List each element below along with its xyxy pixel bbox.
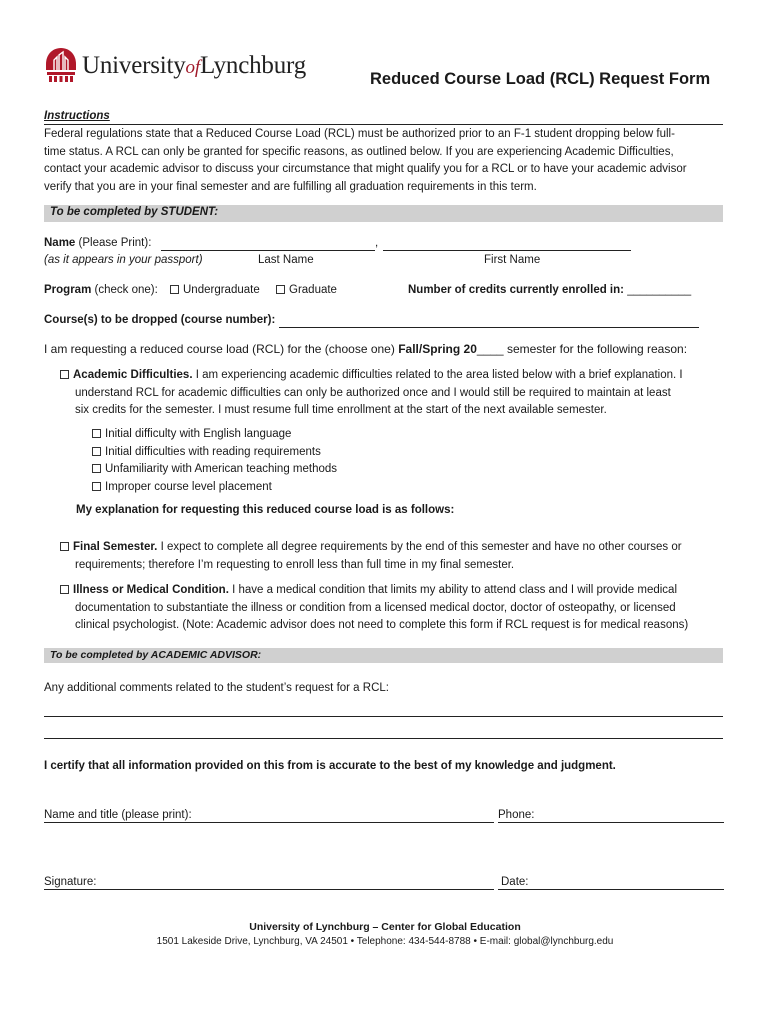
- program-label: Program: [44, 284, 92, 296]
- medical-text: I have a medical condition that limits my ability to attend class and I will provide medical: [232, 584, 677, 596]
- first-name-caption: First Name: [484, 254, 541, 266]
- final-semester-checkbox[interactable]: [60, 542, 69, 551]
- instructions-body: [44, 126, 734, 196]
- academic-difficulties-text: six credits for the semester. I must resume full time enrollment at the start of the next available semester.: [75, 404, 607, 416]
- name-label: Name: [44, 237, 76, 249]
- name-row: [44, 237, 151, 249]
- final-semester-text: requirements; therefore I’m requesting to enroll less than full time in my final semester.: [75, 558, 515, 571]
- phone-field[interactable]: [498, 822, 724, 823]
- explanation-label: My explanation for requesting this reduced course load is as follows:: [76, 504, 455, 516]
- medical-title: Illness or Medical Condition.: [73, 584, 229, 596]
- student-section-label: To be completed by STUDENT:: [50, 206, 219, 218]
- instructions-line: verify that you are in your final semester and are fulfilling all graduation requirements in this term.: [44, 180, 537, 193]
- date-label: Date:: [501, 876, 529, 888]
- request-text-after: semester for the following reason:: [506, 342, 688, 356]
- placement-checkbox[interactable]: [92, 482, 101, 491]
- final-semester-text: I expect to complete all degree requirements by the end of this semester and have no other courses or: [160, 541, 682, 553]
- reading-checkbox[interactable]: [92, 447, 101, 456]
- placement-label: Improper course level placement: [105, 480, 272, 493]
- academic-option-teaching[interactable]: [92, 461, 492, 479]
- signature-label: Signature:: [44, 876, 97, 888]
- credits-row: [408, 284, 691, 296]
- courses-field[interactable]: [279, 327, 699, 328]
- medical-checkbox[interactable]: [60, 585, 69, 594]
- university-logo: [44, 44, 334, 88]
- academic-difficulties-text: understand RCL for academic difficulties can only be authorized once and I would still be required to maintain at least: [75, 386, 671, 399]
- teaching-checkbox[interactable]: [92, 464, 101, 473]
- program-option-undergraduate[interactable]: [170, 284, 260, 296]
- program-hint: (check one):: [94, 284, 158, 296]
- academic-option-reading[interactable]: [92, 444, 492, 462]
- logo-text-lynchburg: Lynchburg: [199, 52, 306, 79]
- graduate-label: Graduate: [289, 284, 337, 296]
- logo-text-university: University: [82, 52, 186, 79]
- logo-text-of: of: [185, 57, 200, 78]
- academic-difficulties-text: I am experiencing academic difficulties related to the area listed below with a brief explanation. I: [195, 369, 683, 381]
- date-field[interactable]: [498, 889, 724, 890]
- signature-field[interactable]: [44, 889, 494, 890]
- medical-text: clinical psychologist. (Note: Academic advisor does not need to complete this form if RCL request is for medical reasons): [75, 619, 689, 631]
- instructions-line: contact your academic advisor to discuss your circumstance that might qualify you for a RCL or to have your academic advisor: [44, 163, 687, 175]
- graduate-checkbox[interactable]: [276, 285, 285, 294]
- instructions-line: Federal regulations state that a Reduced Course Load (RCL) must be authorized prior to an F-1 student dropping below full-: [44, 128, 675, 140]
- academic-difficulties-block: [60, 367, 730, 420]
- student-section-bar: [44, 205, 723, 222]
- comments-field-line-1[interactable]: [44, 716, 723, 717]
- request-year-field[interactable]: ____: [476, 342, 504, 356]
- instructions-heading: Instructions: [44, 110, 110, 122]
- english-label: Initial difficulty with English language: [105, 428, 292, 440]
- academic-option-english[interactable]: [92, 426, 492, 444]
- request-term: Fall/Spring 20: [398, 342, 477, 356]
- university-seal-icon: [44, 46, 78, 86]
- medical-block: [60, 582, 730, 635]
- footer-org: University of Lynchburg – Center for Global Education: [249, 921, 521, 933]
- certify-text: I certify that all information provided on this from is accurate to the best of my knowledge and judgment.: [44, 760, 616, 772]
- advisor-section-label: To be completed by ACADEMIC ADVISOR:: [50, 649, 262, 661]
- program-row: [44, 284, 158, 296]
- name-title-field[interactable]: [44, 822, 494, 823]
- comments-label: Any additional comments related to the student’s request for a RCL:: [44, 682, 389, 694]
- academic-option-placement[interactable]: [92, 479, 492, 497]
- final-semester-block: [60, 539, 730, 574]
- phone-label: Phone:: [498, 809, 535, 821]
- academic-difficulties-title: Academic Difficulties.: [73, 369, 193, 381]
- academic-difficulties-checkbox[interactable]: [60, 370, 69, 379]
- undergraduate-label: Undergraduate: [183, 284, 260, 296]
- request-line: [44, 342, 687, 356]
- final-semester-title: Final Semester.: [73, 541, 158, 553]
- reading-label: Initial difficulties with reading requirements: [105, 445, 321, 458]
- instructions-line: time status. A RCL can only be granted for specific reasons, as outlined below. If you are experiencing Academic Difficulties,: [44, 145, 674, 158]
- passport-hint: (as it appears in your passport): [44, 254, 203, 266]
- name-comma: ,: [375, 237, 379, 249]
- request-text-before: I am requesting a reduced course load (RCL) for the (choose one): [44, 342, 395, 356]
- medical-text: documentation to substantiate the illness or condition from a licensed medical doctor, doctor of osteopathy, or licensed: [75, 601, 676, 614]
- teaching-label: Unfamiliarity with American teaching methods: [105, 463, 338, 475]
- program-option-graduate[interactable]: [276, 284, 337, 296]
- academic-options-list: [92, 426, 492, 496]
- footer-contact: 1501 Lakeside Drive, Lynchburg, VA 24501 • Telephone: 434-544-8788 • E-mail: global@lynchburg.edu: [156, 936, 614, 947]
- credits-label: Number of credits currently enrolled in:: [408, 284, 624, 296]
- first-name-field[interactable]: [383, 250, 631, 251]
- form-title: Reduced Course Load (RCL) Request Form: [370, 70, 711, 88]
- last-name-field[interactable]: [161, 250, 375, 251]
- credits-field[interactable]: __________: [627, 284, 692, 296]
- last-name-caption: Last Name: [258, 254, 314, 266]
- instructions-rule: [44, 124, 723, 125]
- name-title-label: Name and title (please print):: [44, 809, 192, 821]
- courses-label: Course(s) to be dropped (course number):: [44, 314, 276, 326]
- advisor-section-bar: [44, 648, 723, 663]
- english-checkbox[interactable]: [92, 429, 101, 438]
- name-hint: (Please Print):: [78, 237, 152, 249]
- comments-field-line-2[interactable]: [44, 738, 723, 739]
- undergraduate-checkbox[interactable]: [170, 285, 179, 294]
